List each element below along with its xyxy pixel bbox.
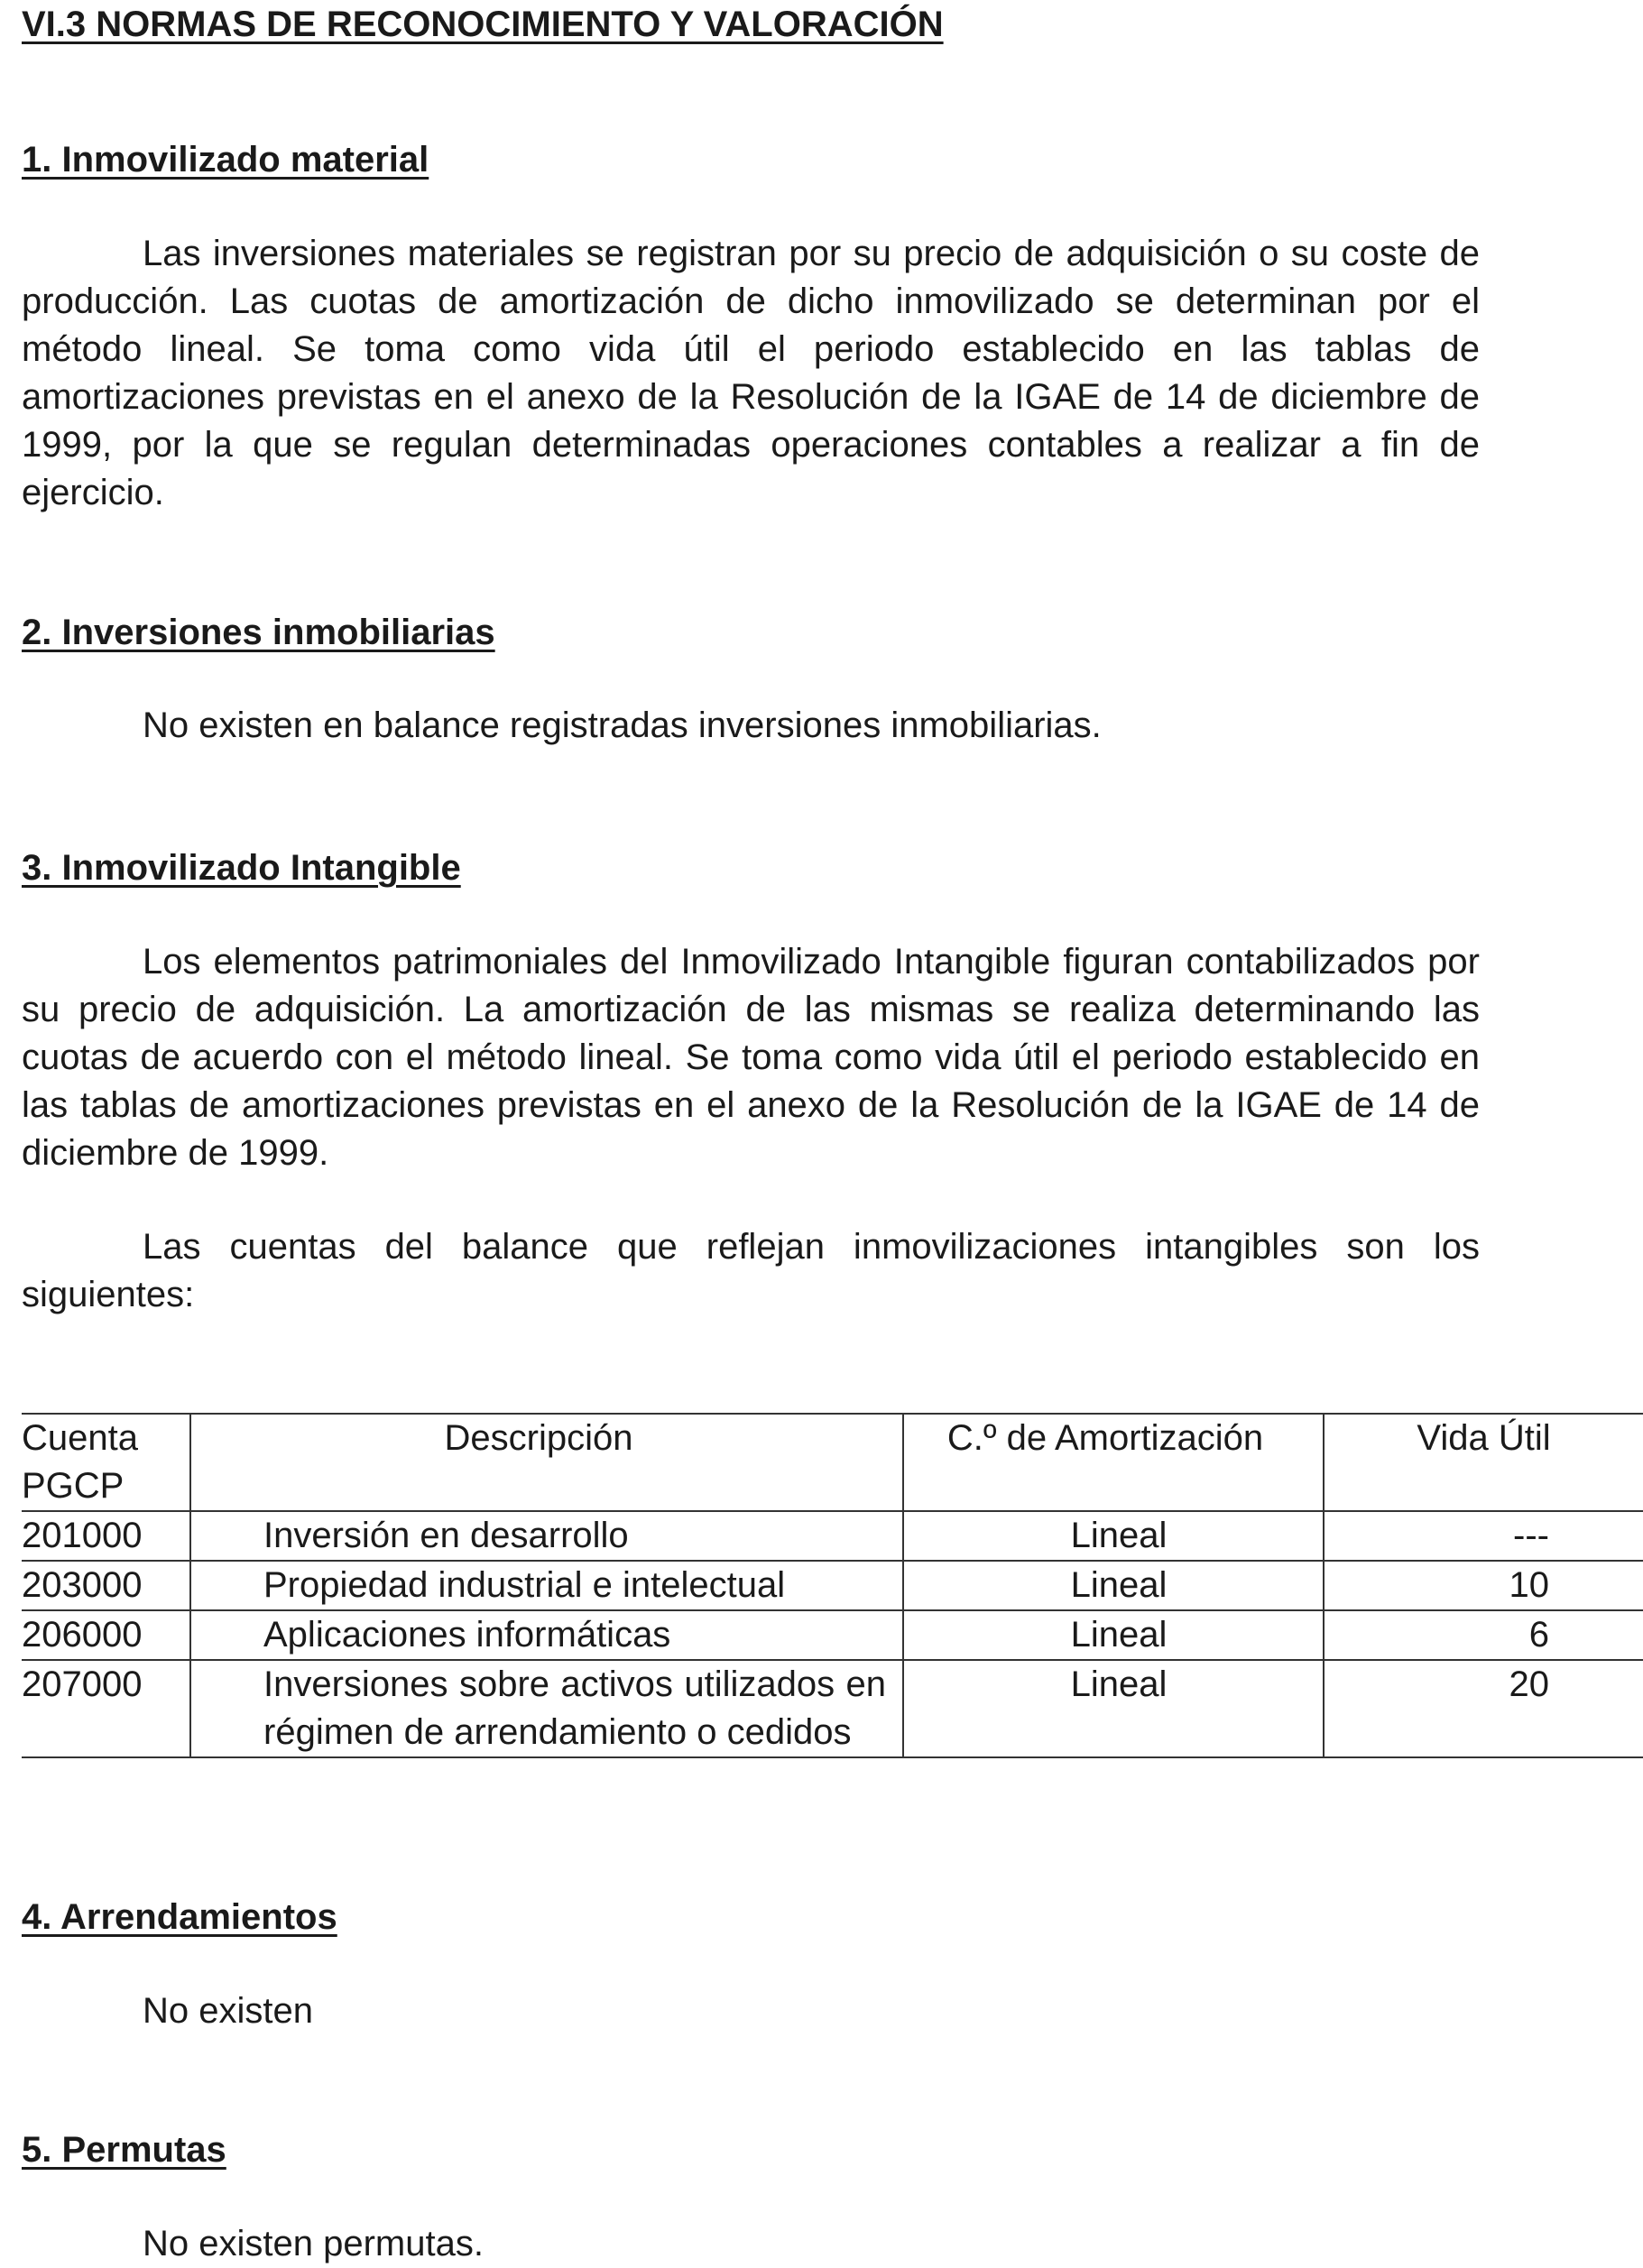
cell-descripcion: Aplicaciones informáticas	[190, 1610, 903, 1660]
table-header-row	[22, 1414, 1643, 1511]
cell-metodo: Lineal	[903, 1561, 1324, 1610]
cell-cuenta: 207000	[22, 1664, 143, 1704]
section-heading-arrendamientos: 4. Arrendamientos	[22, 1897, 337, 1937]
cell-cuenta: 201000	[22, 1516, 143, 1555]
cell-metodo: Lineal	[903, 1660, 1324, 1757]
section-heading-inmovilizado-intangible: 3. Inmovilizado Intangible	[22, 848, 461, 888]
section-heading-permutas: 5. Permutas	[22, 2130, 226, 2170]
cell-vida-util: 10	[1324, 1561, 1643, 1610]
section-paragraph: Los elementos patrimoniales del Inmovilizado Intangible figuran contabilizados por su precio de adquisición. La amortización de las mismas se realiza determinando las cuotas de acuerdo con el método lineal. Se toma como vida útil el periodo establecido en las tablas de amortizaciones previstas en el anexo de la Resolución de la IGAE de 14 de diciembre de 1999.	[22, 942, 1480, 1173]
cell-descripcion: Inversión en desarrollo	[190, 1511, 903, 1561]
cell-vida-util: 6	[1324, 1610, 1643, 1660]
table-row	[22, 1660, 1643, 1757]
column-header-amortizacion: C.º de Amortización	[903, 1414, 1324, 1511]
column-header-descripcion: Descripción	[190, 1414, 903, 1511]
section-heading-inversiones-inmobiliarias: 2. Inversiones inmobiliarias	[22, 613, 495, 652]
cell-descripcion: Inversiones sobre activos utilizados en régimen de arrendamiento o cedidos	[190, 1660, 903, 1757]
table-row	[22, 1511, 1643, 1561]
section-paragraph: No existen permutas.	[143, 2224, 484, 2263]
section-paragraph: Las cuentas del balance que reflejan inmovilizaciones intangibles son los siguientes:	[22, 1227, 1480, 1314]
document-title: VI.3 NORMAS DE RECONOCIMIENTO Y VALORACIÓN	[22, 5, 944, 44]
cell-descripcion: Propiedad industrial e intelectual	[190, 1561, 903, 1610]
table-row	[22, 1561, 1643, 1610]
column-header-cuenta: Cuenta PGCP	[22, 1418, 138, 1506]
cell-vida-util: ---	[1324, 1511, 1643, 1561]
table-row	[22, 1610, 1643, 1660]
cell-cuenta: 206000	[22, 1615, 143, 1655]
cell-metodo: Lineal	[903, 1511, 1324, 1561]
section-paragraph: Las inversiones materiales se registran por su precio de adquisición o su coste de producción. Las cuotas de amortización de dicho inmovilizado se determinan por el método lineal. Se toma como vida útil el periodo establecido en las tablas de amortizaciones previstas en el anexo de la Resolución de la IGAE de 14 de diciembre de 1999, por la que se regulan determinadas operaciones contables a realizar a fin de ejercicio.	[22, 234, 1480, 512]
section-paragraph: No existen en balance registradas inversiones inmobiliarias.	[143, 705, 1102, 745]
cell-metodo: Lineal	[903, 1610, 1324, 1660]
section-paragraph: No existen	[143, 1991, 313, 2031]
intangible-accounts-table	[22, 1413, 1643, 1758]
cell-cuenta: 203000	[22, 1565, 143, 1605]
column-header-vida-util: Vida Útil	[1324, 1414, 1643, 1511]
section-heading-inmovilizado-material: 1. Inmovilizado material	[22, 140, 429, 180]
cell-vida-util: 20	[1324, 1660, 1643, 1757]
